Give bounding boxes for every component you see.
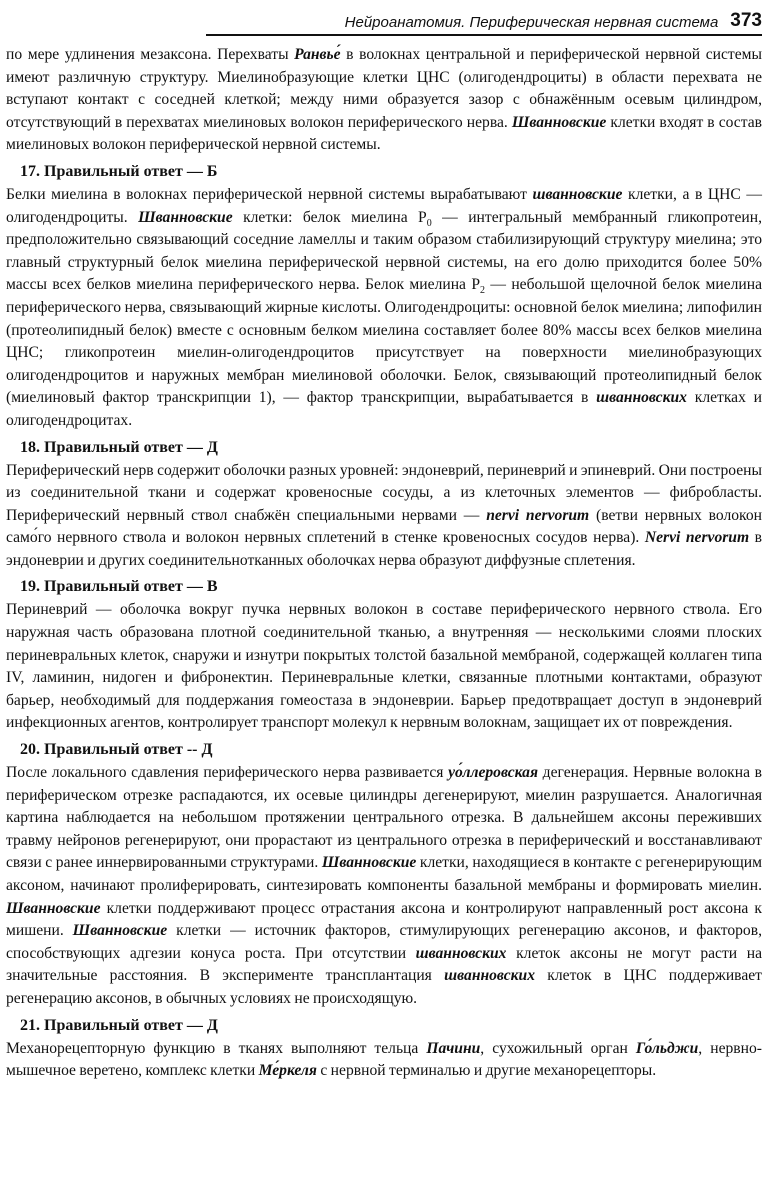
text-run: в волокнах центральной и периферической нервной системы имеют различную структуру. Миелинобразующие клетки ЦНС (олигодендроциты) в области перехвата не вступают контакт с соседней клеткой; между ними образуется зазор с обнажённым осевым цилиндром, отсутствующий в перехватах миелиновых волокон периферического нерва. bbox=[6, 46, 762, 131]
text-run: Периферический нерв содержит оболочки разных уровней: эндоневрий, периневрий и эпиневрий. Они построены из соединительной ткани и содержат кровеносные сосуды, а из клеточных элементов — фибробласты. Периферический нервный ствол снабжён специальными нервами — bbox=[6, 461, 762, 524]
text-run: клетки поддерживают процесс отрастания аксона и контролируют направленный рост аксона к мишени. bbox=[6, 899, 762, 940]
text-run: , нервно-мышечное веретено, комплекс клетки bbox=[6, 1039, 762, 1080]
emphasis-term: Шванновские bbox=[511, 113, 607, 131]
emphasis-term: Nervi nervorum bbox=[644, 529, 750, 547]
answer-heading: 17. Правильный ответ — Б bbox=[20, 162, 218, 180]
emphasis-term: шванновских bbox=[415, 944, 507, 962]
emphasis-term: Шванновские bbox=[6, 899, 101, 917]
subscript: 0 bbox=[426, 217, 432, 229]
text-run: клетки: белок миелина P bbox=[232, 208, 427, 226]
emphasis-term: уо́ллеровская bbox=[448, 764, 538, 782]
subscript: 2 bbox=[480, 285, 485, 297]
running-header-title: Нейроанатомия. Периферическая нервная система bbox=[344, 14, 719, 31]
emphasis-term: шванновских bbox=[444, 967, 535, 985]
running-header bbox=[206, 6, 762, 36]
text-run: клетках и олигодендроцитах. bbox=[6, 389, 763, 429]
emphasis-term: Ме́ркеля bbox=[258, 1062, 317, 1080]
text-run: клетки — источник факторов, стимулирующих регенерацию аксонов, и факторов, способствующих адгезии конуса роста. При отсутствии bbox=[6, 922, 762, 962]
text-run: клеток аксоны не могут расти на значительные расстояния. В эксперименте трансплантация bbox=[6, 944, 762, 985]
emphasis-term: Шванновские bbox=[72, 922, 168, 940]
text-run: (ветви нервных волокон само́го нервного ствола и волокон нервных сплетений в стенке кровеносных сосудов нерва). bbox=[6, 506, 762, 547]
text-run: — интегральный мембранный гликопротеин, предположительно связывающий соседние ламеллы и таким образом стабилизирующий структуру миелина; это главный структурный белок миелина периферической нервной системы, на его долю приходится более 50% массы всех белков миелина периферического нерва. Белок миелина P bbox=[6, 208, 762, 294]
text-run: с нервной терминалью и другие механорецепторы. bbox=[316, 1062, 657, 1080]
text-run: клетки, а в ЦНС — олигодендроциты. bbox=[6, 185, 762, 226]
text-run: , сухожильный орган bbox=[480, 1039, 636, 1057]
text-run: дегенерация. Нервные волокна в периферическом отрезке распадаются, их осевые цилиндры дегенерируют, миелин разрушается. Аналогичная картина наблюдается на небольшом протяжении центрального отрезка. В дальнейшем аксоны переживших травму нейронов регенерируют, они прорастают из центрального отрезка в периферический и восстанавливают связи с ранее иннервированными структурами. bbox=[6, 764, 762, 872]
text-run: по мере удлинения мезаксона. Перехваты bbox=[6, 46, 295, 63]
text-run: После локального сдавления периферического нерва развивается bbox=[6, 764, 449, 782]
intro-paragraph bbox=[6, 44, 762, 157]
emphasis-term: Ранвье́ bbox=[294, 46, 341, 63]
emphasis-term: шванновские bbox=[532, 185, 623, 203]
text-run: Периневрий — оболочка вокруг пучка нервных волокон в составе периферического нервного ствола. Его наружная часть образована плотной соединительной тканью, а внутренняя — несколькими слоями плоских периневральных клеток, снаружи и изнутри покрытых толстой базальной мембраной, содержащей коллаген типа IV, ламинин, нидоген и фибронектин. Периневральные клетки, связанные плотными контактами, образуют барьер, необходимый для поддержания гомеостаза в эндоневрии. Барьер предотвращает доступ в эндоневрий инфекционных агентов, контролирует транспорт молекул к нервным волокнам, защищает их от повреждения. bbox=[6, 601, 762, 732]
answer-20 bbox=[6, 739, 762, 1011]
text-run: в эндоневрии и других соединительнотканных оболочках нерва образуют диффузные сплетения. bbox=[6, 529, 762, 569]
answer-21 bbox=[6, 1015, 762, 1083]
answer-18 bbox=[6, 437, 762, 573]
emphasis-term: Шванновские bbox=[138, 208, 233, 226]
answer-heading: 21. Правильный ответ — Д bbox=[20, 1016, 218, 1034]
emphasis-term: Шванновские bbox=[321, 854, 417, 872]
page-number: 373 bbox=[730, 10, 762, 31]
answer-paragraph bbox=[6, 599, 762, 735]
text-run: Механорецепторную функцию в тканях выполняют тельца bbox=[6, 1039, 427, 1057]
answer-paragraph bbox=[6, 184, 762, 433]
text-run: клетки входят в состав миелиновых волокон периферической нервной системы. bbox=[6, 113, 763, 154]
emphasis-term: Пачини bbox=[426, 1039, 481, 1057]
emphasis-term: шванновских bbox=[596, 389, 687, 407]
answer-paragraph bbox=[6, 460, 762, 573]
answer-17 bbox=[6, 161, 762, 433]
text-run: Белки миелина в волокнах периферической нервной системы вырабатывают bbox=[6, 185, 533, 203]
text-run: клетки, находящиеся в контакте с регенерирующим аксоном, начинают пролиферировать, синтезировать компоненты базальной мембраны и формировать миелин. bbox=[6, 854, 762, 894]
emphasis-term: Го́льджи bbox=[635, 1039, 699, 1057]
emphasis-term: nervi nervorum bbox=[486, 506, 590, 524]
answer-paragraph bbox=[6, 1038, 762, 1083]
answer-paragraph bbox=[6, 762, 762, 1011]
answer-heading: 20. Правильный ответ -- Д bbox=[20, 741, 213, 759]
text-run: — небольшой щелочной белок миелина периферического нерва, связывающий жирные кислоты. Олигодендроциты: основной белок миелина; липофилин (протеолипидный белок) вместе с основным белком миелина составляет более 80% массы всех белков миелина ЦНС; гликопротеин миелин-олигодендроцитов присутствует на поверхности миелинобразующих олигодендроцитов и наружных мембран миелиновой оболочки. Белок, связывающий протеолипидный белок (миелиновый фактор транскрипции 1), — фактор транскрипции, вырабатывается в bbox=[6, 276, 762, 407]
answer-heading: 19. Правильный ответ — В bbox=[20, 578, 218, 596]
answer-heading: 18. Правильный ответ — Д bbox=[20, 438, 218, 456]
text-run: клеток в ЦНС поддерживает регенерацию аксонов, в обычных условиях не происходящую. bbox=[6, 967, 762, 1007]
answer-19 bbox=[6, 576, 762, 735]
